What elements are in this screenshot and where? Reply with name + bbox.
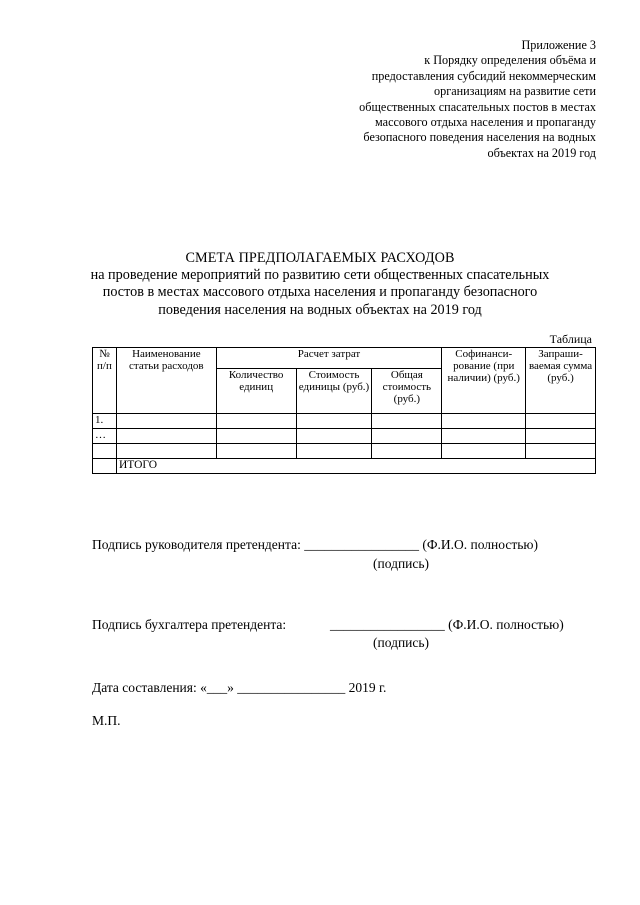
table-label: Таблица xyxy=(549,332,592,346)
header-calc: Расчет затрат xyxy=(216,348,442,369)
appendix-line: общественных спасательных постов в местах xyxy=(359,99,596,114)
cell[interactable] xyxy=(526,414,596,429)
row-num: 1. xyxy=(93,414,117,429)
cell[interactable] xyxy=(116,414,216,429)
cell[interactable] xyxy=(296,444,372,459)
cell xyxy=(93,459,117,474)
estimate-table xyxy=(92,347,596,474)
cell[interactable] xyxy=(372,444,442,459)
cell[interactable] xyxy=(442,429,526,444)
cell[interactable] xyxy=(526,429,596,444)
cell[interactable] xyxy=(442,444,526,459)
document-title xyxy=(60,250,580,319)
header-name: Наименование статьи расходов xyxy=(116,348,216,414)
date-line[interactable]: Дата составления: «___» ________________ 2019 г. xyxy=(92,680,387,695)
title-subline: постов в местах массового отдыха населения и пропаганду безопасного xyxy=(102,284,538,301)
cell[interactable] xyxy=(116,429,216,444)
appendix-line: предоставления субсидий некоммерческим xyxy=(371,68,596,83)
table-row xyxy=(93,429,596,444)
title-subline: поведения населения на водных объектах на 2019 год xyxy=(158,301,482,318)
header-qty: Количество единиц xyxy=(216,369,296,414)
header-unit-cost: Стоимость единицы (руб.) xyxy=(296,369,372,414)
accountant-signature-line xyxy=(330,617,564,633)
cell[interactable] xyxy=(372,429,442,444)
appendix-line: организациям на развитие сети xyxy=(434,84,596,99)
header-requested: Запраши-ваемая сумма (руб.) xyxy=(526,348,596,414)
appendix-line: объектах на 2019 год xyxy=(487,145,596,160)
head-fio-caption: (Ф.И.О. полностью) xyxy=(422,537,538,552)
stamp-placeholder: М.П. xyxy=(92,713,121,728)
cell[interactable] xyxy=(216,429,296,444)
head-signature-caption: (подпись) xyxy=(373,556,430,571)
appendix-line: безопасного поведения населения на водных xyxy=(363,130,596,145)
header-total-cost: Общая стоимость (руб.) xyxy=(372,369,442,414)
table-row xyxy=(93,444,596,459)
row-num: … xyxy=(93,429,117,444)
title-subline: на проведение мероприятий по развитию сети общественных спасательных xyxy=(90,267,550,284)
cell[interactable] xyxy=(216,414,296,429)
total-row xyxy=(93,459,596,474)
appendix-line: к Порядку определения объёма и xyxy=(424,53,596,68)
accountant-signature-label: Подпись бухгалтера претендента: xyxy=(92,617,287,632)
appendix-header xyxy=(306,38,596,161)
head-signature-line xyxy=(92,537,538,553)
title-main: СМЕТА ПРЕДПОЛАГАЕМЫХ РАСХОДОВ xyxy=(185,250,455,266)
cell[interactable] xyxy=(296,429,372,444)
cell[interactable] xyxy=(216,444,296,459)
cell[interactable] xyxy=(372,414,442,429)
appendix-line: Приложение 3 xyxy=(521,38,596,52)
table-row xyxy=(93,414,596,429)
accountant-signature-blank[interactable]: _________________ xyxy=(330,617,445,632)
head-signature-blank[interactable]: _________________ xyxy=(304,537,419,552)
row-num xyxy=(93,444,117,459)
header-num: № п/п xyxy=(93,348,117,414)
cell[interactable] xyxy=(442,414,526,429)
header-cofinancing: Софинанси-рование (при наличии) (руб.) xyxy=(442,348,526,414)
cell[interactable] xyxy=(296,414,372,429)
cell[interactable] xyxy=(526,444,596,459)
total-label: ИТОГО xyxy=(116,459,595,474)
head-signature-label: Подпись руководителя претендента: xyxy=(92,537,301,552)
accountant-signature-caption: (подпись) xyxy=(373,635,430,650)
appendix-line: массового отдыха населения и пропаганду xyxy=(375,115,596,130)
accountant-fio-caption: (Ф.И.О. полностью) xyxy=(448,617,564,632)
cell[interactable] xyxy=(116,444,216,459)
